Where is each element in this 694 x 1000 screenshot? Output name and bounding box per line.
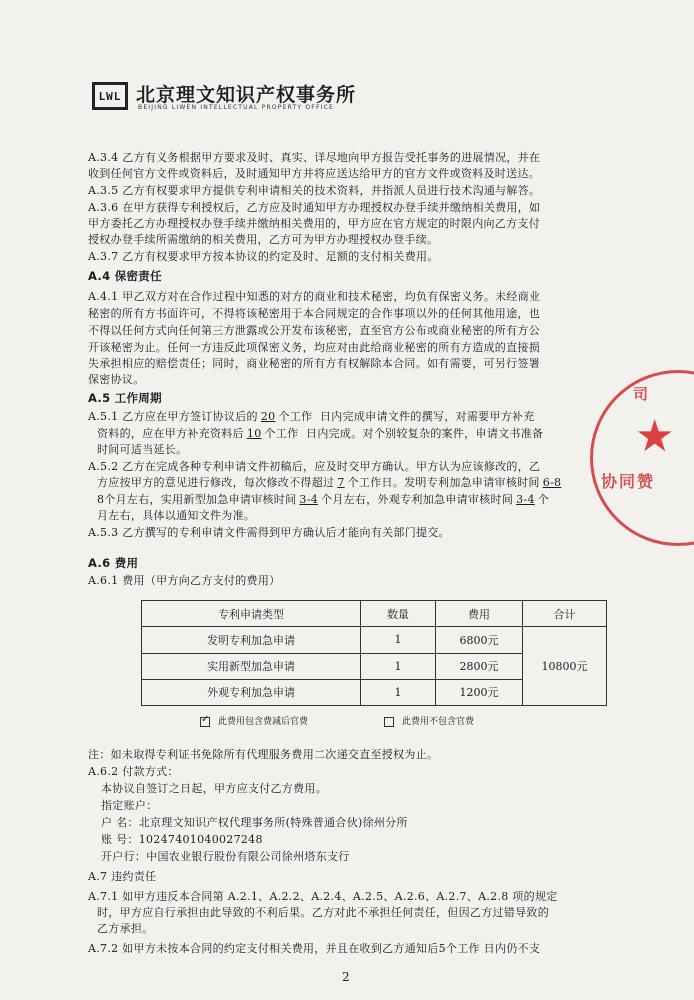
- company-seal: [590, 370, 694, 546]
- clause-a52-line3-text: 8个月左右，实用新型加急申请审核时间: [97, 493, 297, 506]
- clause-a41-line4: 开该秘密为止。任何一方违反此项保密义务，均应对由此给商业秘密的所有方造成的直接损: [88, 341, 540, 354]
- clause-a36-line1: A.3.6 在甲方获得专利授权后，乙方应及时通知甲方办理授权办登手续并缴纳相关费用，如: [88, 201, 541, 214]
- clause-a71-line3: 乙方承担。: [97, 922, 154, 935]
- fee-row-qty: 1: [361, 627, 436, 653]
- account-name-row: [101, 816, 408, 830]
- account-name: 北京理文知识产权代理事务所(特殊普通合伙)徐州分所: [138, 816, 408, 829]
- clause-a34-line1: A.3.4 乙方有义务根据甲方要求及时、真实、详尽地向甲方报告受托事务的进展情况，并在: [88, 151, 541, 164]
- bank-name: 中国农业银行股份有限公司徐州塔东支行: [146, 850, 350, 863]
- clause-a62-heading: A.6.2 付款方式：: [88, 765, 179, 778]
- invention-months-value: 6-8: [542, 476, 562, 489]
- included-checkbox[interactable]: [200, 717, 210, 727]
- fee-row-type: 发明专利加急申请: [142, 627, 361, 653]
- clause-a52-line1: A.5.2 乙方在完成各种专利申请文件初稿后，应及时交甲方确认。甲方认为应该修改的，乙: [88, 460, 541, 473]
- clause-a51-suffix: 日内完成申请文件的撰写，对需要甲方补充: [319, 410, 535, 423]
- clause-a52-line2-suffix: 个工作日。发明专利加急申请审核时间: [347, 476, 540, 489]
- option-included-label: 此费用包含费减后官费: [218, 717, 309, 727]
- clause-a51-line2: [97, 427, 543, 441]
- section-heading-a6: A.6 费用: [88, 556, 139, 570]
- clause-a52-line2-text: 方应按甲方的意见进行修改，每次修改不得超过: [97, 476, 335, 489]
- col-type-header: 专利申请类型: [142, 601, 361, 627]
- fee-row-type: 外观专利加急申请: [142, 679, 361, 705]
- bank-label: 开户行：: [101, 850, 147, 863]
- fee-table: [141, 600, 607, 706]
- clause-a53: A.5.3 乙方撰写的专利申请文件需得到甲方确认后才能向有关部门提交。: [88, 526, 450, 539]
- clause-a61-heading: A.6.1 费用（甲方向乙方支付的费用）: [88, 574, 281, 587]
- clause-a52-line3-suffix: 个月左右，外观专利加急申请审核时间: [321, 493, 514, 506]
- option-included: [200, 714, 308, 727]
- section-heading-a4: A.4 保密责任: [88, 269, 162, 283]
- seal-star-icon: ★: [635, 411, 675, 462]
- clause-a34-line2: 收到任何官方文件或资料后，及时通知甲方并将应送达给甲方的官方文件或资料及时送达。: [88, 167, 540, 180]
- fee-row-amount: 6800元: [436, 627, 523, 653]
- col-qty-header: 数量: [361, 601, 436, 627]
- payment-line2: 指定账户：: [101, 799, 158, 812]
- fee-total: 10800元: [523, 627, 607, 706]
- page-number: 2: [342, 970, 350, 984]
- account-name-label: 户 名：: [101, 816, 139, 829]
- clause-a52-line2: [97, 476, 564, 490]
- fee-row-amount: 2800元: [436, 653, 523, 679]
- clause-a71-line2: 时，甲方应自行承担由此导致的不利后果。乙方对此不承担任何责任，但因乙方过错导致的: [97, 906, 549, 919]
- account-no: 10247401040027248: [138, 833, 263, 846]
- section-heading-a5: A.5 工作周期: [88, 391, 162, 405]
- clause-a36-line2: 甲方委托乙方办理授权办登手续并缴纳相关费用的，甲方应在官方规定的时限内向乙方支付: [88, 217, 540, 230]
- clause-a51-line2-suffix: 日内完成。对个别较复杂的案件，申请文书准备: [306, 427, 544, 440]
- draft-days-value: 20: [260, 410, 276, 423]
- account-no-label: 账 号：: [101, 833, 139, 846]
- fee-row: [142, 627, 607, 653]
- option-excluded: [384, 714, 474, 727]
- firm-name-en: BEIJING LIWEN INTELLECTUAL PROPERTY OFFICE: [138, 104, 334, 111]
- firm-logo: LWL: [92, 82, 128, 110]
- seal-text-bottom: 协同赞: [601, 472, 656, 491]
- fee-row-type: 实用新型加急申请: [142, 653, 361, 679]
- clause-a71-line1: A.7.1 如甲方违反本合同第 A.2.1、A.2.2、A.2.4、A.2.5、A.2.6、A.2.7、A.2.8 项的规定: [88, 890, 558, 903]
- clause-a51-line1: [88, 410, 535, 424]
- utility-months-value: 3-4: [299, 493, 319, 506]
- clause-a7-heading: A.7 违约责任: [88, 870, 157, 883]
- supplement-days-value: 10: [246, 427, 262, 440]
- design-months-value: 3-4: [516, 493, 535, 506]
- excluded-checkbox[interactable]: [384, 717, 394, 727]
- clause-a37: A.3.7 乙方有权要求甲方按本协议的约定及时、足额的支付相关费用。: [88, 250, 439, 263]
- bank-row: [101, 850, 350, 864]
- clause-a35: A.3.5 乙方有权要求甲方提供专利申请相关的技术资料，并指派人员进行技术沟通与解答。: [88, 184, 541, 197]
- clause-a41-line6: 保密协议。: [88, 373, 145, 386]
- account-no-row: [101, 833, 263, 847]
- fee-row-qty: 1: [361, 679, 436, 705]
- clause-a51-line3: 时间可适当延长。: [97, 443, 188, 456]
- fee-note: 注：如未取得专利证书免除所有代理服务费用二次递交直至授权为止。: [88, 748, 439, 761]
- firm-name-cn: 北京理文知识产权事务所: [136, 84, 357, 106]
- clause-a41-line2: 秘密的所有方书面许可，不得将该秘密用于本合同规定的合作事项以外的任何其他用途，也: [88, 307, 540, 320]
- clause-a36-line3: 授权办登手续所需缴纳的相关费用，乙方可为甲方办理授权办登手续。: [88, 233, 439, 246]
- clause-a52-line3: [97, 493, 549, 507]
- option-excluded-label: 此费用不包含官费: [402, 717, 475, 727]
- fee-row-amount: 1200元: [436, 679, 523, 705]
- clause-a41-line3: 不得以任何方式向任何第三方泄露或公开发布该秘密，直至官方公布或商业秘密的所有方公: [88, 324, 540, 337]
- clause-a52-line3-unit: 个: [537, 493, 550, 506]
- seal-text-top: 司: [633, 385, 649, 403]
- fee-row-qty: 1: [361, 653, 436, 679]
- clause-a41-line1: A.4.1 甲乙双方对在合作过程中知悉的对方的商业和技术秘密，均负有保密义务。未经商业: [88, 290, 541, 303]
- clause-a51-prefix: A.5.1 乙方应在甲方签订协议后的: [88, 410, 258, 423]
- unit-workday-2: 个工作: [264, 427, 299, 440]
- revision-days-value: 7: [337, 476, 345, 489]
- clause-a72-line1: A.7.2 如甲方未按本合同的约定支付相关费用，并且在收到乙方通知后5个工作 日内仍不支: [88, 942, 541, 955]
- payment-line1: 本协议自签订之日起，甲方应支付乙方费用。: [101, 782, 327, 795]
- clause-a51-line2-text: 资料的，应在甲方补充资料后: [97, 427, 244, 440]
- unit-workday: 个工作: [278, 410, 313, 423]
- clause-a41-line5: 失承担相应的赔偿责任；同时，商业秘密的所有方有权解除本合同。如有需要，可另行签署: [88, 357, 540, 370]
- clause-a52-line4: 月左右，具体以通知文件为准。: [97, 509, 256, 522]
- fee-table-header: [142, 601, 607, 627]
- col-total-header: 合计: [523, 601, 607, 627]
- col-fee-header: 费用: [436, 601, 523, 627]
